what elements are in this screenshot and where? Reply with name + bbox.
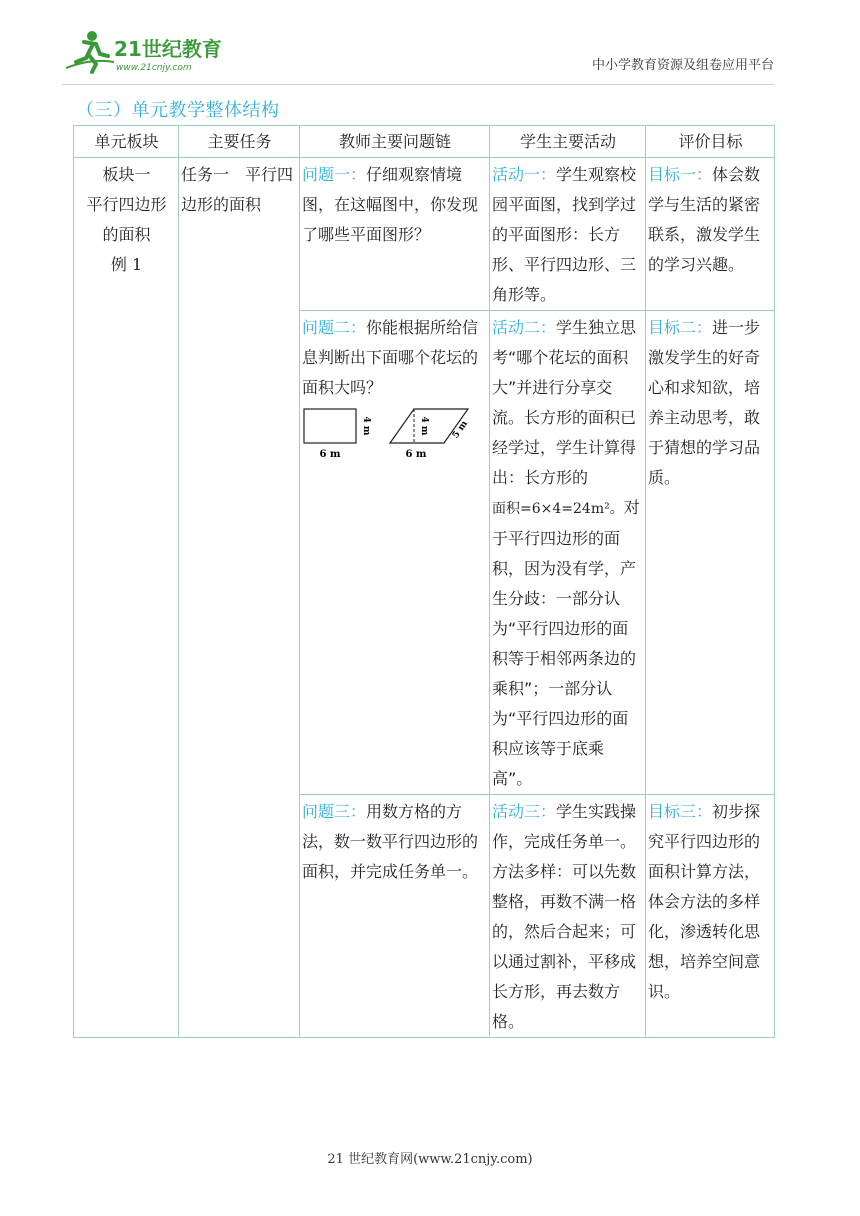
goal-text: 初步探究平行四边形的面积计算方法，体会方法的多样化，渗透转化思想，培养空间意识。 [648, 802, 761, 1001]
flowerbed-figure [302, 405, 488, 461]
activity-label: 活动二： [492, 318, 557, 337]
header-questions: 教师主要问题链 [300, 126, 490, 158]
question-cell [300, 158, 490, 311]
activity-text: 学生实践操作，完成任务单一。方法多样：可以先数整格，再数不满一格的，然后合起来；可以通过割补，平移成长方形，再去数方格。 [492, 802, 637, 1031]
goal-text: 体会数学与生活的紧密联系，激发学生的学习兴趣。 [648, 165, 761, 274]
block-line: 平行四边形 [86, 195, 167, 214]
activity-label: 活动三： [492, 802, 557, 821]
activity-cell [490, 158, 646, 311]
table-row [74, 158, 775, 311]
question-text: 用数方格的方法，数一数平行四边形的面积，并完成任务单一。 [302, 802, 479, 881]
table-header-row [74, 126, 775, 158]
logo-text: 21世纪教育 [114, 37, 222, 61]
header-block: 单元板块 [74, 126, 179, 158]
header-goals: 评价目标 [646, 126, 775, 158]
logo-url: www.21cnjy.com [116, 63, 192, 73]
page-footer: 21 世纪教育网(www.21cnjy.com) [327, 1152, 533, 1167]
rect-height-label: 4 m [361, 416, 371, 436]
header-divider [62, 84, 774, 85]
runner-icon [66, 31, 114, 72]
block-cell [74, 158, 179, 1038]
question-cell [300, 795, 490, 1038]
question-text: 仔细观察情境图，在这幅图中，你发现了哪些平面图形？ [302, 165, 479, 244]
structure-table [73, 125, 775, 1038]
activity-text: 学生观察校园平面图，找到学过的平面图形：长方形、平行四边形、三角形等。 [492, 165, 637, 304]
activity-cell [490, 311, 646, 795]
question-cell [300, 311, 490, 795]
para-height-label: 4 m [419, 416, 429, 436]
goal-cell [646, 158, 775, 311]
goal-label: 目标一： [648, 165, 713, 184]
platform-name: 中小学教育资源及组卷应用平台 [591, 58, 774, 73]
header-task: 主要任务 [179, 126, 300, 158]
rectangle-shape [304, 409, 356, 443]
goal-text: 进一步激发学生的好奇心和求知欲，培养主动思考，敢于猜想的学习品质。 [648, 318, 761, 487]
task-cell: 任务一 平行四边形的面积 [179, 158, 300, 1038]
activity-cell [490, 795, 646, 1038]
area-formula: 面积=6×4=24m²。 [492, 501, 624, 517]
para-base-label: 6 m [405, 449, 427, 460]
para-side-label: 5 m [450, 419, 470, 441]
goal-label: 目标三： [648, 802, 713, 821]
question-label: 问题一： [302, 165, 367, 184]
goal-cell [646, 311, 775, 795]
question-text: 你能根据所给信息判断出下面哪个花坛的面积大吗？ [302, 318, 479, 397]
goal-label: 目标二： [648, 318, 713, 337]
logo [62, 28, 232, 76]
section-title: （三）单元教学整体结构 [76, 100, 280, 121]
block-line: 板块一 [102, 165, 151, 184]
activity-text: 学生独立思考“哪个花坛的面积大”并进行分享交流。长方形的面积已经学过，学生计算得出：长方形的 [492, 318, 637, 487]
block-line: 的面积 [102, 225, 151, 244]
goal-cell [646, 795, 775, 1038]
activity-text: 对于平行四边形的面积，因为没有学，产生分歧：一部分认为“平行四边形的面积等于相邻两条边的乘积”；一部分认为“平行四边形的面积应该等于底乘高”。 [492, 498, 640, 788]
question-label: 问题二： [302, 318, 367, 337]
activity-label: 活动一： [492, 165, 557, 184]
block-line: 例 1 [110, 255, 143, 274]
header-activities: 学生主要活动 [490, 126, 646, 158]
question-label: 问题三： [302, 802, 367, 821]
rect-base-label: 6 m [319, 449, 341, 460]
